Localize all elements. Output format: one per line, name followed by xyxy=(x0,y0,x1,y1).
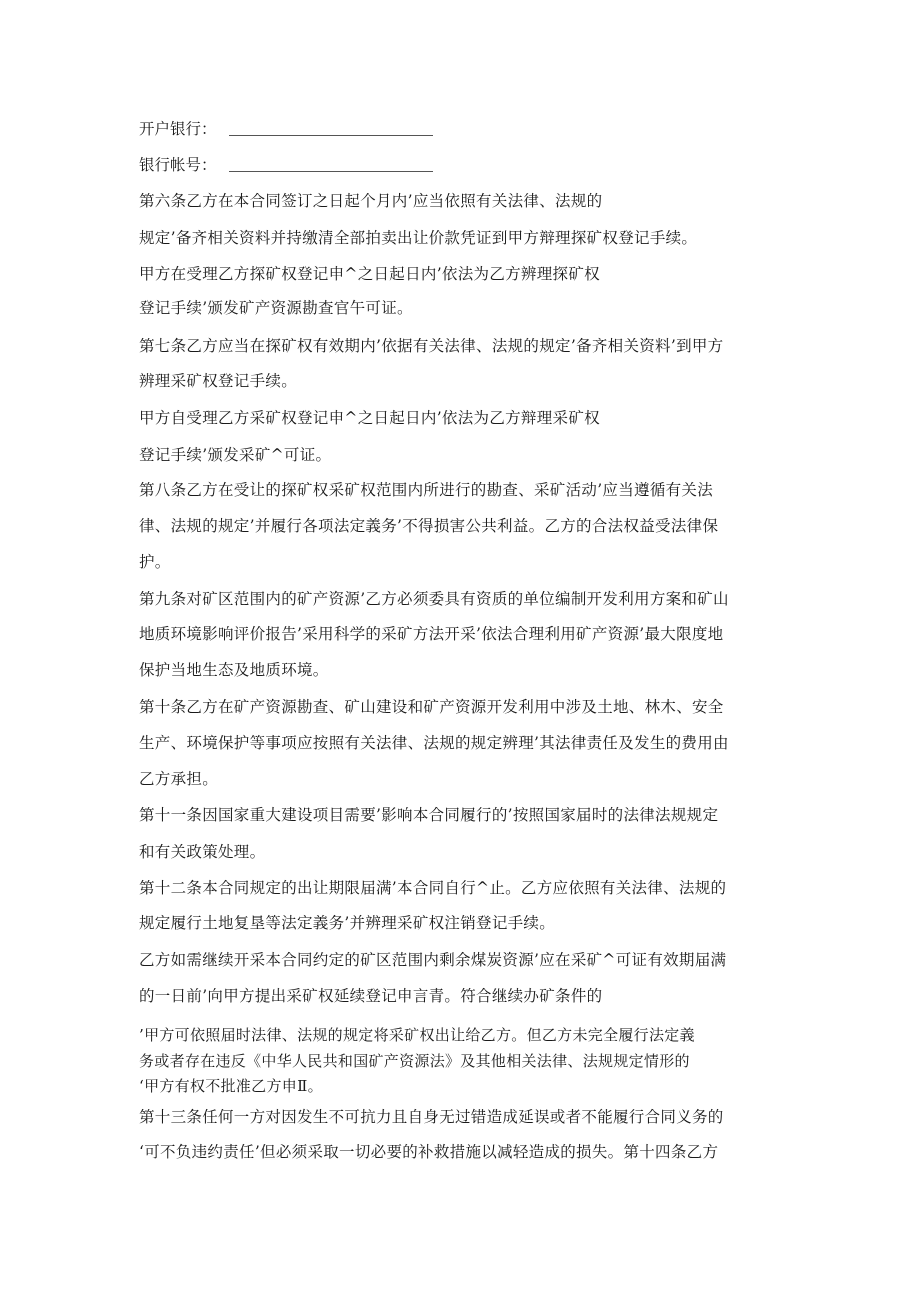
text-line: ’甲方可依照届时法律、法规的规定将采矿权出让给乙方。但乙方未完全履行法定義 xyxy=(139,1026,695,1044)
text-line: 乙方如需继续开采本合同约定的矿区范围内剩余煤炭资源’应在采矿^可证有效期届满 xyxy=(139,951,727,969)
text-line: 登记手续’颁发矿产资源勘查官午可证。 xyxy=(139,299,413,317)
text-line: 规定履行土地复垦等法定義务’并辨理采矿权注销登记手续。 xyxy=(139,914,556,932)
text-line: 生产、环境保护等事项应按照有关法律、法规的规定辨理’其法律责任及发生的费用由 xyxy=(139,734,729,752)
text-line: 辨理采矿权登记手续。 xyxy=(139,372,298,390)
text-line: 第十条乙方在矿产资源勘查、矿山建设和矿产资源开发利用中涉及土地、林木、安全 xyxy=(139,698,724,716)
text-line: 地质环境影响评价报告’采用科学的采矿方法开采’依法合理利用矿产资源’最大限度地 xyxy=(139,625,724,643)
bank-name-label: 开户银行： xyxy=(139,120,217,138)
text-line: 第十三条任何一方对因发生不可抗力且自身无过错造成延误或者不能履行合同义务的 xyxy=(139,1108,724,1126)
bank-name-field xyxy=(139,119,229,139)
text-line: 第九条对矿区范围内的矿产资源’乙方必须委具有资质的单位编制开发利用方案和矿山 xyxy=(139,590,729,608)
text-line: ‘可不负违约责任’但必须采取一切必要的补救措施以减轻造成的损失。第十四条乙方 xyxy=(139,1143,719,1161)
text-line: 乙方承担。 xyxy=(139,770,219,788)
bank-name-blank xyxy=(229,135,433,136)
bank-account-label: 银行帐号： xyxy=(139,156,217,174)
text-line: 第七条乙方应当在探矿权有效期内’依据有关法律、法规的规定’备齐相关资料’到甲方 xyxy=(139,337,724,355)
text-line: ‘甲方有权不批准乙方申Ⅱ。 xyxy=(139,1077,323,1095)
text-line: 护。 xyxy=(139,553,171,571)
bank-account-field xyxy=(139,155,229,175)
text-line: 的一日前’向甲方提出采矿权延续登记申言青。符合继续办矿条件的 xyxy=(139,987,603,1005)
text-line: 甲方在受理乙方探矿权登记申^之日起日内’依法为乙方辨理探矿权 xyxy=(139,265,600,283)
text-line: 第十一条因国家重大建设项目需要’影响本合同履行的’按照国家届时的法律法规规定 xyxy=(139,806,719,824)
text-line: 第六条乙方在本合同签订之日起个月内’应当依照有关法律、法规的 xyxy=(139,192,603,210)
text-line: 保护当地生态及地质环境。 xyxy=(139,661,329,679)
text-line: 第八条乙方在受让的探矿权采矿权范围内所进行的勘查、采矿活动’应当遵循有关法 xyxy=(139,481,714,499)
text-line: 和有关政策处理。 xyxy=(139,843,266,861)
text-line: 甲方自受理乙方采矿权登记申^之日起日内’依法为乙方辩理采矿权 xyxy=(139,409,600,427)
text-line: 律、法规的规定’并履行各项法定義务’不得损害公共利益。乙方的合法权益受法律保 xyxy=(139,517,719,535)
text-line: 务或者存在违反《中华人民共和国矿产资源法》及其他相关法律、法规规定情形的 xyxy=(139,1052,690,1070)
bank-account-blank xyxy=(229,171,433,172)
text-line: 规定’备齐相关资料并持缴清全部拍卖出让价款凭证到甲方辩理探矿权登记手续。 xyxy=(139,229,698,247)
text-line: 登记手续’颁发采矿^可证。 xyxy=(139,446,332,464)
text-line: 第十二条本合同规定的出让期限届满’本合同自行^止。乙方应依照有关法律、法规的 xyxy=(139,879,727,897)
